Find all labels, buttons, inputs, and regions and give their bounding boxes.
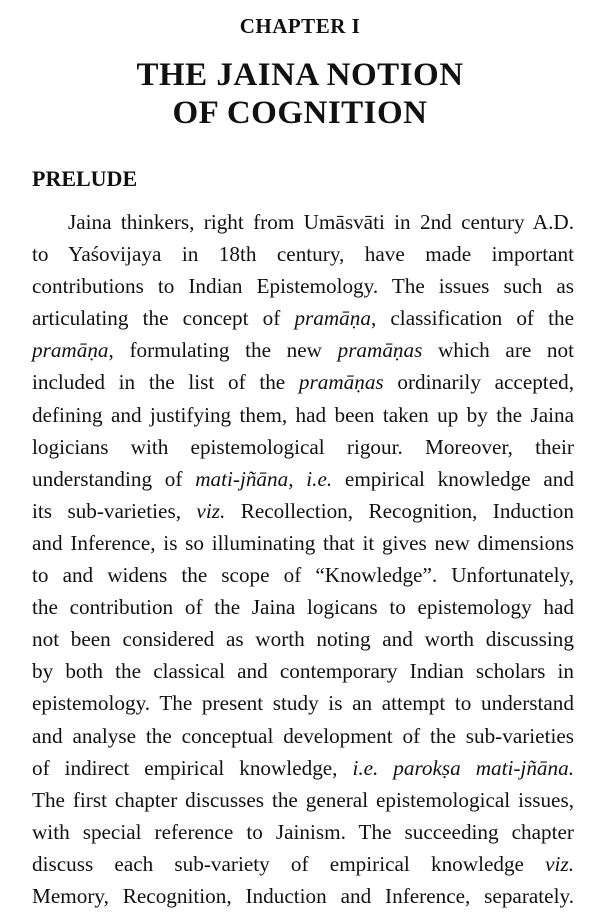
chapter-title-line-1: THE JAINA NOTION [136,57,464,93]
text-segment: which are not [422,338,574,363]
text-line [32,431,574,463]
text-segment: logicians with epistemological rigour. Moreover, their [32,434,574,459]
text-segment: to Yaśovijaya in 18th century, have made important [32,242,574,267]
text-line [32,238,574,270]
text-line [32,334,574,366]
text-segment: of indirect empirical knowledge, [32,755,353,780]
chapter-title-line-2: OF COGNITION [172,95,428,131]
italic-term: i.e. parokṣa mati-jñāna. [352,755,574,780]
italic-term: pramāṇa [32,338,109,363]
text-line [32,687,574,719]
text-segment: Recollection, Recognition, Induction [225,498,574,523]
text-segment: contributions to Indian Epistemology. The issues such as [32,274,574,299]
text-segment: , formulating the new [108,338,338,363]
text-segment: , classification of the [370,306,574,331]
text-line [32,302,574,334]
text-line [32,816,574,848]
text-line [32,463,574,495]
chapter-label: CHAPTER I [239,14,361,38]
text-segment: by both the classical and contemporary Indian scholars in [32,659,574,684]
text-segment: with special reference to Jainism. The succeeding chapter [32,819,574,844]
text-segment: articulating the concept of [32,306,295,331]
text-segment: Jaina thinkers, right from Umāsvāti in 2nd century A.D. [68,210,574,234]
text-segment: The first chapter discusses the general epistemological issues, [32,787,574,812]
text-line [32,848,574,880]
text-segment: included in the list of the [32,370,299,395]
italic-term: viz. [545,851,574,876]
text-segment: discuss each sub-variety of empirical knowledge [32,851,546,876]
italic-term: pramāṇa [294,306,371,331]
text-line [32,399,574,431]
text-segment: the contribution of the Jaina logicans to epistemology had [32,595,574,620]
text-line [32,206,574,238]
text-segment: its sub-varieties, [32,498,197,523]
text-segment: and analyse the conceptual development of the sub-varieties [32,723,574,748]
text-line [32,559,574,591]
text-line [32,591,574,623]
text-segment: Memory, Recognition, Induction and Inference, separately. [32,883,574,908]
text-segment: empirical knowledge and [332,466,574,491]
text-line [32,720,574,752]
italic-term: pramāṇas [298,370,384,395]
text-line [32,752,574,784]
text-line [32,527,574,559]
text-segment: defining and justifying them, had been taken up by the Jaina [32,402,574,427]
section-heading: PRELUDE [32,166,138,191]
text-segment: to and widens the scope of “Knowledge”. Unfortunately, [32,563,574,588]
body-paragraph [32,206,574,912]
text-line [32,655,574,687]
text-segment: ordinarily accepted, [383,370,574,395]
italic-term: pramāṇas [337,338,423,363]
text-line [32,270,574,302]
text-segment: and Inference, is so illuminating that it gives new dimensions [32,530,574,555]
italic-term: viz. [196,498,226,523]
text-segment: understanding of [32,466,196,491]
text-line [32,495,574,527]
text-segment: epistemology. The present study is an attempt to understand [32,691,574,716]
text-line [32,623,574,655]
text-segment: not been considered as worth noting and worth discussing [32,627,574,652]
text-line [32,784,574,816]
text-line [32,880,574,912]
italic-term: mati-jñāna, i.e. [195,466,333,491]
text-line [32,366,574,398]
